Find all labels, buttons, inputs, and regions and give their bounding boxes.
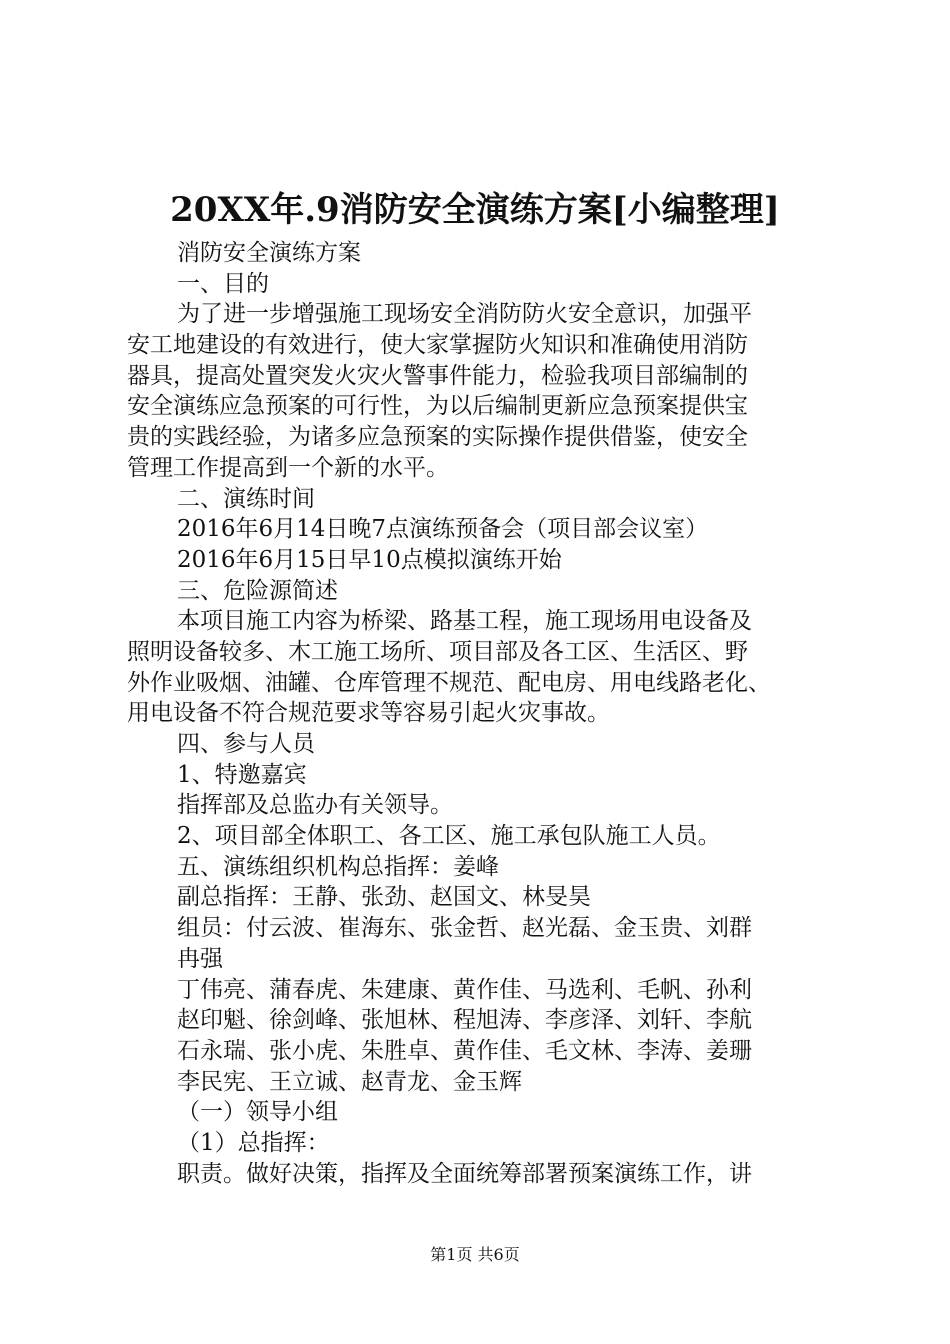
text-line: 贵的实践经验，为诸多应急预案的实际操作提供借鉴，使安全 <box>127 424 748 451</box>
text-line: 指挥部及总监办有关领导。 <box>177 792 453 819</box>
text-line: 李民宪、王立诚、赵青龙、金玉辉 <box>177 1068 522 1095</box>
text-line: 安全演练应急预案的可行性，为以后编制更新应急预案提供宝 <box>127 393 748 420</box>
text-line: 二、演练时间 <box>177 485 315 512</box>
page-footer: 第1页 共6页 <box>430 1245 520 1264</box>
text-line: 副总指挥：王静、张劲、赵国文、林旻昊 <box>177 884 591 911</box>
text-line: 2016年6月14日晚7点演练预备会（项目部会议室） <box>177 516 709 543</box>
text-line: 职责。做好决策，指挥及全面统筹部署预案演练工作，讲 <box>177 1160 752 1187</box>
text-line: 石永瑞、张小虎、朱胜卓、黄作佳、毛文林、李涛、姜珊 <box>177 1037 752 1064</box>
text-line: （一）领导小组 <box>177 1099 338 1126</box>
text-line: 管理工作提高到一个新的水平。 <box>127 454 449 481</box>
text-line: 赵印魁、徐剑峰、张旭林、程旭涛、李彦泽、刘轩、李航 <box>177 1007 752 1034</box>
document-body <box>127 238 827 1189</box>
text-line: 丁伟亮、蒲春虎、朱建康、黄作佳、马选利、毛帆、孙利 <box>177 976 752 1003</box>
text-line: 三、危险源简述 <box>177 577 338 604</box>
text-line: 安工地建设的有效进行，使大家掌握防火知识和准确使用消防 <box>127 332 748 359</box>
text-line: 五、演练组织机构总指挥：姜峰 <box>177 853 499 880</box>
text-line: 照明设备较多、木工施工场所、项目部及各工区、生活区、野 <box>127 638 748 665</box>
text-line: 为了进一步增强施工现场安全消防防火安全意识，加强平 <box>177 301 752 328</box>
text-line: 冉强 <box>177 945 223 972</box>
text-line: 2、项目部全体职工、各工区、施工承包队施工人员。 <box>177 823 721 850</box>
text-line: （1）总指挥： <box>177 1129 330 1156</box>
text-line: 消防安全演练方案 <box>177 240 361 266</box>
text-line: 本项目施工内容为桥梁、路基工程，施工现场用电设备及 <box>177 608 752 635</box>
text-line: 一、目的 <box>177 270 269 297</box>
text-line: 2016年6月15日早10点模拟演练开始 <box>177 546 562 573</box>
text-line: 用电设备不符合规范要求等容易引起火灾事故。 <box>127 700 610 727</box>
text-line: 四、参与人员 <box>177 731 315 757</box>
text-line: 外作业吸烟、油罐、仓库管理不规范、配电房、用电线路老化、 <box>127 669 771 696</box>
text-line: 器具，提高处置突发火灾火警事件能力，检验我项目部编制的 <box>127 362 748 389</box>
document-title: 20XX年.9消防安全演练方案[小编整理] <box>170 190 780 230</box>
text-line: 1、特邀嘉宾 <box>177 761 307 788</box>
text-line: 组员：付云波、崔海东、张金哲、赵光磊、金玉贵、刘群 <box>177 915 752 942</box>
